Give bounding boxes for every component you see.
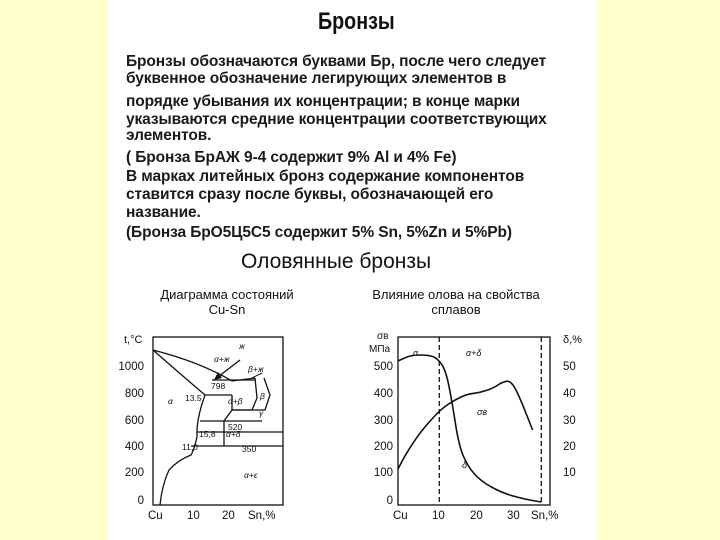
delta-curve-label: δ bbox=[462, 460, 468, 470]
region-label: α bbox=[413, 348, 419, 358]
composition-label: 13.5 bbox=[185, 393, 202, 403]
paragraph-line: ставится сразу после буквы, обозначающей его bbox=[126, 186, 494, 203]
right-x-tick: 30 bbox=[507, 510, 520, 522]
region-label: α+δ bbox=[466, 348, 482, 358]
region-label: ж bbox=[239, 341, 245, 351]
left-y-tick: 300 bbox=[373, 415, 393, 427]
right-y-tick: 50 bbox=[563, 361, 576, 373]
left-x-tick: Sn,% bbox=[248, 510, 276, 522]
paragraph-line: название. bbox=[126, 204, 201, 221]
paragraph-line: В марках литейных бронз содержание компонентов bbox=[126, 168, 525, 185]
series-line bbox=[398, 355, 541, 502]
left-y-tick: 200 bbox=[373, 441, 393, 453]
left-caption-line2: Cu-Sn bbox=[208, 302, 246, 317]
left-caption-line1: Диаграмма состояний bbox=[160, 287, 294, 302]
left-y-tick: 400 bbox=[373, 388, 393, 400]
right-axis-label: δ,% bbox=[563, 334, 582, 346]
sigma-curve-label: σв bbox=[477, 407, 488, 417]
paragraph-line: буквенное обозначение легирующих элементов в bbox=[126, 70, 507, 87]
right-caption-line1: Влияние олова на свойства bbox=[372, 287, 540, 302]
right-x-tick: 10 bbox=[432, 510, 445, 522]
region-label: β+ж bbox=[248, 364, 264, 374]
right-x-tick: Sn,% bbox=[531, 510, 559, 522]
region-label: α+δ bbox=[226, 429, 241, 439]
left-x-tick: 20 bbox=[222, 510, 235, 522]
left-y-tick: 600 bbox=[124, 415, 144, 427]
region-label: α+ж bbox=[214, 354, 230, 364]
temperature-label: 798 bbox=[211, 381, 226, 391]
paragraph-line: (Бронза БрО5Ц5С5 содержит 5% Sn, 5%Zn и 5%Pb) bbox=[126, 224, 512, 241]
right-y-tick: 30 bbox=[563, 415, 576, 427]
region-label: α+β bbox=[228, 396, 243, 406]
left-y-axis-label: t,°C bbox=[124, 334, 143, 346]
left-x-tick: Cu bbox=[148, 510, 163, 522]
section-subtitle: Оловянные бронзы bbox=[241, 250, 432, 273]
temperature-label: 520 bbox=[228, 422, 243, 432]
right-x-tick: 20 bbox=[470, 510, 483, 522]
composition-label: 11,0 bbox=[182, 442, 198, 452]
paragraph-line: указываются средние концентрации соответствующих bbox=[126, 111, 547, 128]
page-title: Бронзы bbox=[318, 8, 395, 35]
left-axis-unit: МПа bbox=[369, 344, 391, 355]
temperature-label: 350 bbox=[242, 444, 257, 454]
left-y-tick: 1000 bbox=[118, 361, 144, 373]
right-y-tick: 40 bbox=[563, 388, 576, 400]
paragraph-line: порядке убывания их концентрации; в конце марки bbox=[126, 93, 520, 110]
region-label: γ bbox=[259, 408, 264, 418]
composition-label: 15,8 bbox=[199, 429, 216, 439]
left-axis-symbol: σв bbox=[377, 331, 389, 342]
paragraph-line: элементов. bbox=[126, 127, 212, 144]
left-y-tick: 0 bbox=[386, 495, 393, 507]
left-y-tick: 500 bbox=[373, 361, 393, 373]
left-y-tick: 0 bbox=[137, 495, 144, 507]
region-label: α+ε bbox=[244, 470, 258, 480]
left-x-tick: 10 bbox=[187, 510, 200, 522]
left-y-tick: 400 bbox=[124, 441, 144, 453]
region-label: β bbox=[260, 391, 265, 401]
paragraph-line: ( Бронза БрАЖ 9-4 содержит 9% Al и 4% Fe) bbox=[126, 149, 457, 166]
right-x-tick: Cu bbox=[393, 510, 408, 522]
left-y-tick: 200 bbox=[124, 467, 144, 479]
left-y-tick: 100 bbox=[373, 467, 393, 479]
paragraph-line: Бронзы обозначаются буквами Бр, после чего следует bbox=[126, 53, 547, 70]
right-y-tick: 20 bbox=[563, 441, 576, 453]
series-line bbox=[398, 381, 533, 469]
region-label: α bbox=[168, 396, 173, 406]
left-y-tick: 800 bbox=[124, 388, 144, 400]
right-y-tick: 10 bbox=[563, 467, 576, 479]
properties-chart-frame bbox=[398, 337, 550, 505]
right-caption-line2: сплавов bbox=[431, 302, 481, 317]
